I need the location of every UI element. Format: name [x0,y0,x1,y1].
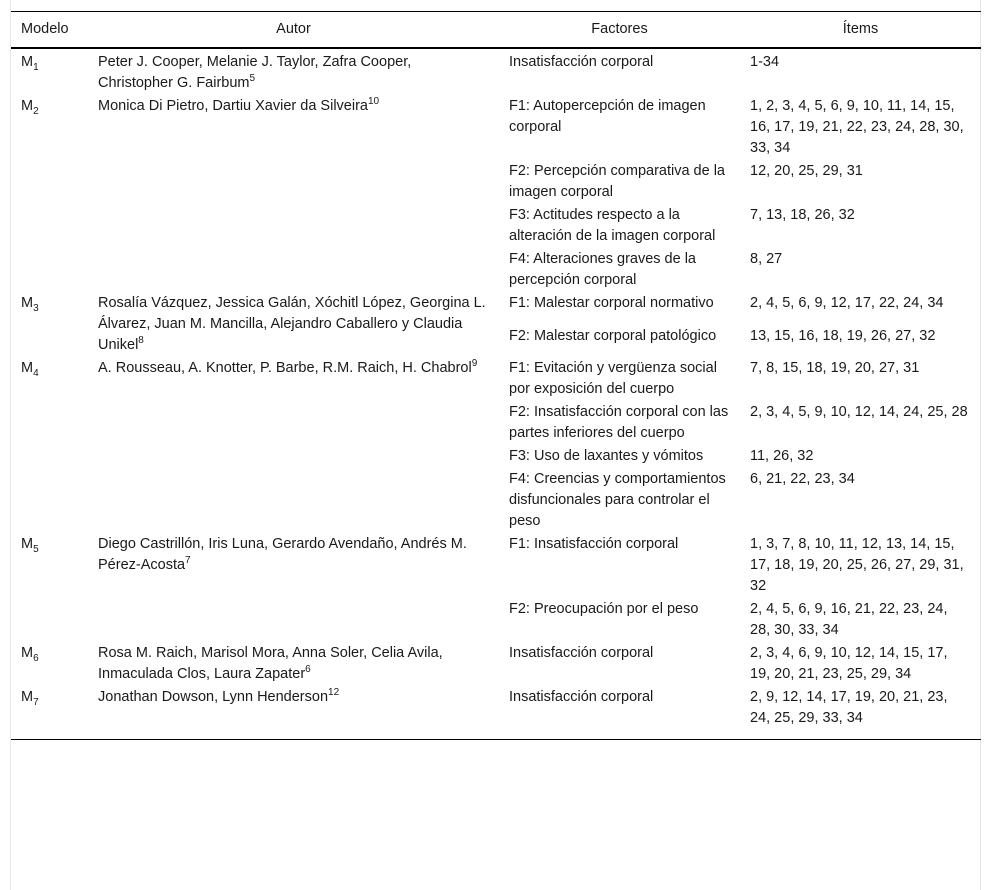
items-cell: 1, 2, 3, 4, 5, 6, 9, 10, 11, 14, 15, 16, 17, 19, 21, 22, 23, 24, 28, 30, 33, 34 [750,98,964,156]
model-index: 3 [33,303,39,314]
items-cell: 11, 26, 32 [750,448,814,464]
author-names: A. Rousseau, A. Knotter, P. Barbe, R.M. Raich, H. Chabrol [98,360,472,376]
author-names: Peter J. Cooper, Melanie J. Taylor, Zafra Cooper, Christopher G. Fairbum [98,54,412,91]
items-cell: 7, 13, 18, 26, 32 [750,207,855,223]
factor-cell: F3: Uso de laxantes y vómitos [509,448,704,464]
items-cell: 8, 27 [750,251,783,267]
factor-cell: F1: Evitación y vergüenza social por exposición del cuerpo [509,360,717,397]
factor-cell: F4: Alteraciones graves de la percepción corporal [509,251,696,288]
factor-cell: F2: Percepción comparativa de la imagen corporal [509,163,725,200]
factor-cell: F2: Insatisfacción corporal con las partes inferiores del cuerpo [509,404,729,441]
model-label [11,357,88,533]
items-cell: 1-34 [750,54,780,70]
header-modelo: Modelo [11,12,88,49]
table-row [11,642,981,686]
factor-cell: F3: Actitudes respecto a la alteración de la imagen corporal [509,207,716,244]
items-cell: 2, 4, 5, 6, 9, 12, 17, 22, 24, 34 [750,295,944,311]
model-letter: M [21,645,34,661]
model-label [11,292,88,357]
items-cell: 7, 8, 15, 18, 19, 20, 27, 31 [750,360,920,376]
items-cell: 6, 21, 22, 23, 34 [750,471,855,487]
table-row [11,48,981,95]
reference-number: 9 [471,358,478,369]
model-index: 5 [33,544,39,555]
factor-cell: F4: Creencias y comportamientos disfuncionales para controlar el peso [509,471,726,529]
table-row [11,95,981,160]
author-cell [88,48,499,95]
reference-number: 7 [185,555,191,566]
author-names: Jonathan Dowson, Lynn Henderson [98,689,329,705]
model-letter: M [21,54,34,70]
items-cell: 2, 3, 4, 6, 9, 10, 12, 14, 15, 17, 19, 20, 21, 23, 25, 29, 34 [750,645,948,682]
items-cell: 2, 4, 5, 6, 9, 16, 21, 22, 23, 24, 28, 30, 33, 34 [750,601,948,638]
factor-cell: F1: Autopercepción de imagen corporal [509,98,706,135]
model-index: 7 [33,697,39,708]
factor-cell: F2: Preocupación por el peso [509,601,699,617]
models-table [11,11,981,740]
author-names: Rosalía Vázquez, Jessica Galán, Xóchitl López, Georgina L. Álvarez, Juan M. Mancilla, Alejandro Caballero y Claudia Unikel [98,295,486,353]
items-cell: 1, 3, 7, 8, 10, 11, 12, 13, 14, 15, 17, 18, 19, 20, 25, 26, 27, 29, 31, 32 [750,536,964,594]
model-label [11,686,88,740]
factor-cell: Insatisfacción corporal [509,54,654,70]
model-label [11,48,88,95]
author-cell [88,95,499,292]
items-cell: 2, 9, 12, 14, 17, 19, 20, 21, 23, 24, 25, 29, 33, 34 [740,686,981,740]
header-factores: Factores [499,12,740,49]
factor-cell: F1: Malestar corporal normativo [509,295,714,311]
model-label [11,95,88,292]
author-names: Monica Di Pietro, Dartiu Xavier da Silveira [98,98,368,114]
table-row [11,357,981,401]
table-row [11,686,981,740]
model-letter: M [21,295,34,311]
reference-number: 12 [328,687,340,698]
model-letter: M [21,98,34,114]
author-cell [88,292,499,357]
header-row [11,12,981,49]
model-label [11,533,88,642]
header-autor: Autor [88,12,499,49]
author-names: Rosa M. Raich, Marisol Mora, Anna Soler, Celia Avila, Inmaculada Clos, Laura Zapater [98,645,443,682]
reference-number: 8 [138,335,144,346]
author-cell [88,357,499,533]
table-row [11,292,981,325]
factor-cell: F2: Malestar corporal patológico [509,327,717,344]
items-cell: 2, 3, 4, 5, 9, 10, 12, 14, 24, 25, 28 [750,404,968,420]
factor-cell: Insatisfacción corporal [509,645,654,661]
reference-number: 6 [305,664,311,675]
author-cell [88,686,499,740]
table-row [11,533,981,598]
model-letter: M [21,536,34,552]
model-index: 4 [33,368,39,379]
model-label [11,642,88,686]
model-index: 1 [33,62,39,73]
model-index: 6 [33,653,39,664]
model-index: 2 [33,106,39,117]
model-letter: M [21,360,34,376]
reference-number: 5 [249,73,256,84]
factor-cell: F1: Insatisfacción corporal [509,536,679,552]
author-names: Diego Castrillón, Iris Luna, Gerardo Avendaño, Andrés M. Pérez-Acosta [98,536,467,573]
items-cell: 12, 20, 25, 29, 31 [750,163,863,179]
model-letter: M [21,689,34,705]
author-cell [88,533,499,642]
reference-number: 10 [367,96,380,107]
items-cell: 13, 15, 16, 18, 19, 26, 27, 32 [750,327,936,344]
factor-cell: Insatisfacción corporal [499,686,740,740]
header-items: Ítems [740,12,981,49]
author-cell [88,642,499,686]
